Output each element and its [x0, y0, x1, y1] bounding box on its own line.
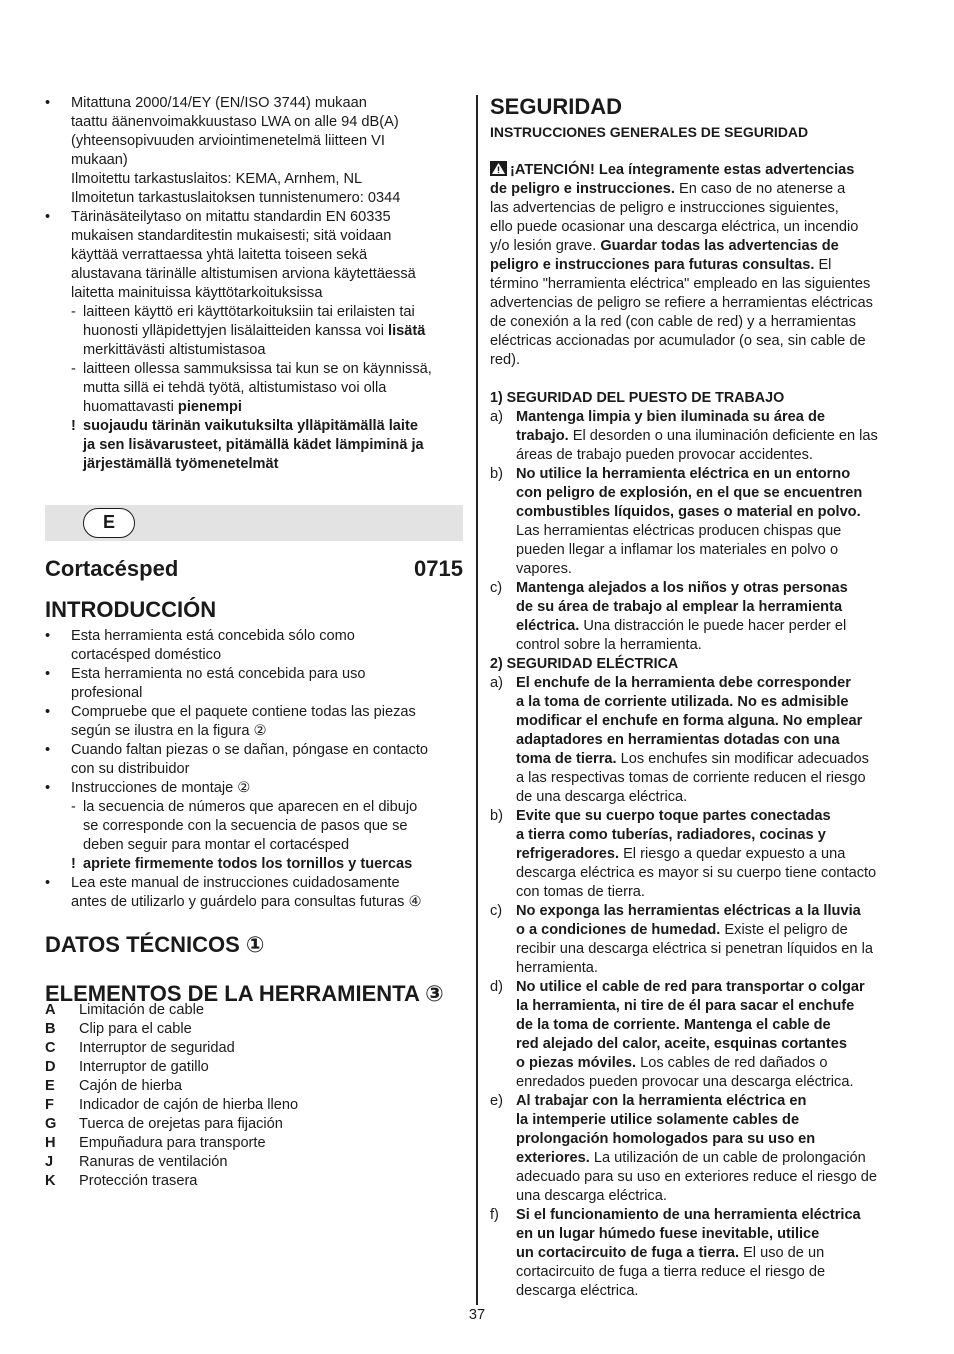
finnish-bullet-list [45, 94, 463, 303]
list-item: B Clip para el cable [45, 1021, 192, 1037]
list-item: ! apriete firmemente todos los tornillos y tuercas [71, 856, 413, 872]
list-item: G Tuerca de orejetas para fijación [45, 1116, 283, 1132]
list-item: J Ranuras de ventilación [45, 1154, 228, 1170]
list-item: • Tärinäsäteilytaso on mitattu standardin EN 60335 mukaisen standarditestin mukaisesti; sitä voidaan käyttää verrattaessa yhtä laitetta toiseen sekä alustavana tärinälle altistumisen arviona käytettäessä laitetta mainituissa käyttötarkoituksissa [45, 208, 463, 303]
list-item: • Esta herramienta no está concebida para uso profesional [45, 665, 463, 703]
product-title [45, 556, 463, 582]
list-item: c) Mantenga alejados a los niños y otras personas de su área de trabajo al emplear la herramienta eléctrica. Una distracción le puede hacer perder el control sobre la herramienta. [490, 580, 848, 653]
list-item: • Compruebe que el paquete contiene todas las piezas según se ilustra en la figura ② [45, 703, 463, 741]
list-item: K Protección trasera [45, 1173, 198, 1189]
finnish-section [45, 94, 463, 474]
product-name: Cortacésped [45, 556, 179, 581]
list-item: • Mitattuna 2000/14/EY (EN/ISO 3744) mukaan taattu äänenvoimakkuustaso LWA on alle 94 dB(A) (yhteensopivuuden arviointimenetelmä liitteen VI mukaan) Ilmoitettu tarkastuslaitos: KEMA, Arnhem, NL Ilmoitetun tarkastuslaitoksen tunnistenumero: 0344 [45, 94, 463, 208]
safety-heading: SEGURIDAD [490, 94, 623, 119]
list-item: A Limitación de cable [45, 1002, 204, 1018]
list-item: D Interruptor de gatillo [45, 1059, 209, 1075]
list-item: ! suojaudu tärinän vaikutuksilta ylläpitämällä laite ja sen lisävarusteet, pitämällä kädet lämpiminä ja järjestämällä työmenetelmät [71, 418, 424, 472]
language-badge: E [83, 508, 135, 538]
elementos-heading: ELEMENTOS DE LA HERRAMIENTA ③ [45, 981, 444, 1006]
list-item: a) El enchufe de la herramienta debe corresponder a la toma de corriente utilizada. No es admisible modificar el enchufe en forma alguna. No emplear adaptadores en herramientas dotadas con una toma de tierra. Los enchufes sin modificar adecuados a las respectivas tomas de corriente reducen el riesgo de una descarga eléctrica. [490, 675, 869, 805]
list-item: a) Mantenga limpia y bien iluminada su área de trabajo. El desorden o una iluminación deficiente en las áreas de trabajo pueden provocar accidentes. [490, 409, 878, 463]
list-item: c) No exponga las herramientas eléctricas a la lluvia o a condiciones de humedad. Existe el peligro de recibir una descarga eléctrica si penetran líquidos en la herramienta. [490, 903, 873, 976]
finnish-sub-list [45, 303, 463, 474]
safety-warning: ¡ATENCIÓN! Lea íntegramente estas advertencias de peligro e instrucciones. En caso de no atenerse a las advertencias de peligro e instrucciones siguientes, ello puede ocasionar una descarga eléctrica, un incendio y/o lesión grave. Guardar todas las advertencias de peligro e instrucciones para futuras consultas. El término "herramienta eléctrica" empleado en las siguientes advertencias de peligro se refiere a herramientas eléctricas de conexión a la red (con cable de red) y a herramientas eléctricas accionadas por acumulador (o sea, sin cable de red). [490, 162, 873, 368]
datos-heading: DATOS TÉCNICOS ① [45, 932, 265, 957]
safety-section [490, 94, 910, 1301]
intro-sub-list [45, 798, 463, 874]
safety-subheading: INSTRUCCIONES GENERALES DE SEGURIDAD [490, 124, 809, 140]
list-item: • Esta herramienta está concebida sólo como cortacésped doméstico [45, 627, 463, 665]
page-number: 37 [468, 1307, 486, 1323]
section-workplace-title: 1) SEGURIDAD DEL PUESTO DE TRABAJO [490, 390, 785, 406]
warning-triangle-icon [490, 161, 507, 176]
list-item: e) Al trabajar con la herramienta eléctrica en la intemperie utilice solamente cables de prolongación homologados para su uso en exteriores. La utilización de un cable de prolongación adecuado para su uso en exteriores reduce el riesgo de una descarga eléctrica. [490, 1093, 878, 1204]
language-banner [45, 505, 463, 541]
intro-list [45, 627, 463, 798]
list-item: d) No utilice el cable de red para transportar o colgar la herramienta, ni tire de él para sacar el enchufe de la toma de corriente. Mantenga el cable de red alejado del calor, aceite, esquinas cortantes o piezas móviles. Los cables de red dañados o enredados pueden provocar una descarga eléctrica. [490, 979, 865, 1090]
intro-heading: INTRODUCCIÓN [45, 597, 217, 622]
list-item: • Cuando faltan piezas o se dañan, póngase en contacto con su distribuidor [45, 741, 463, 779]
intro-list-end [45, 874, 463, 912]
column-divider [476, 95, 478, 1305]
list-item: - laitteen ollessa sammuksissa tai kun se on käynnissä, mutta sillä ei tehdä työtä, altistumistaso voi olla huomattavasti pienempi [71, 361, 432, 415]
product-model: 0715 [414, 556, 463, 581]
intro-section [45, 597, 463, 1007]
section-electrical-title: 2) SEGURIDAD ELÉCTRICA [490, 656, 679, 672]
list-item: f) Si el funcionamiento de una herramienta eléctrica en un lugar húmedo fuese inevitable, utilice un cortacircuito de fuga a tierra. El uso de un cortacircuito de fuga a tierra reduce el riesgo de descarga eléctrica. [490, 1207, 861, 1299]
list-item: b) Evite que su cuerpo toque partes conectadas a tierra como tuberías, radiadores, cocinas y refrigeradores. El riesgo a quedar expuesto a una descarga eléctrica es mayor si su cuerpo tiene contacto con tomas de tierra. [490, 808, 877, 900]
list-item: H Empuñadura para transporte [45, 1135, 266, 1151]
list-item: F Indicador de cajón de hierba lleno [45, 1097, 299, 1113]
list-item: E Cajón de hierba [45, 1078, 183, 1094]
elements-list [45, 1001, 463, 1191]
list-item: - laitteen käyttö eri käyttötarkoituksiin tai erilaisten tai huonosti ylläpidettyjen lisälaitteiden kanssa voi lisätä merkittävästi altistumistasoa [71, 304, 426, 358]
list-item: b) No utilice la herramienta eléctrica en un entorno con peligro de explosión, en el que se encuentren combustibles líquidos, gases o material en polvo. Las herramientas eléctricas producen chispas que pueden llegar a inflamar los materiales en polvo o vapores. [490, 466, 863, 577]
list-item: • Instrucciones de montaje ② [45, 779, 463, 798]
list-item: - la secuencia de números que aparecen en el dibujo se corresponde con la secuencia de pasos que se deben seguir para montar el cortacésped [71, 799, 418, 853]
list-item: • Lea este manual de instrucciones cuidadosamente antes de utilizarlo y guárdelo para consultas futuras ④ [45, 874, 463, 912]
list-item: C Interruptor de seguridad [45, 1040, 235, 1056]
